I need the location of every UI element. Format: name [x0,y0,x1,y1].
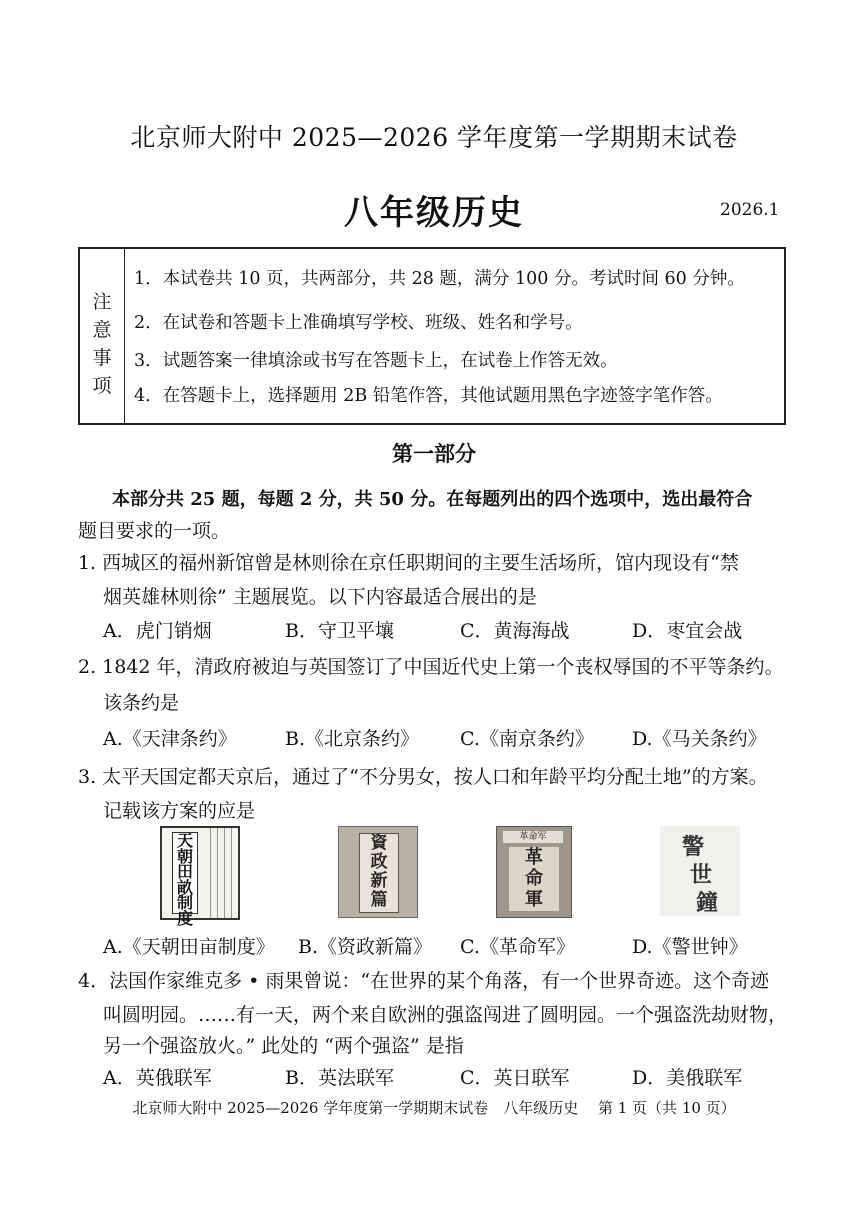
book-cover-icon: 資 政 新 篇 [338,826,418,918]
subject-title: 八年级历史 [344,193,524,233]
notice-heading-char: 项 [92,375,112,397]
notice-item: 4．在答题卡上，选择题用 2B 铅笔作答，其他试题用黑色字迹签字笔作答。 [134,386,723,406]
question-1-option-b: B．守卫平壤 [285,620,394,642]
question-2-option-a: A.《天津条约》 [103,728,237,750]
question-4-option-a: A．英俄联军 [103,1067,212,1089]
notice-heading-char: 事 [92,347,112,369]
notice-heading [80,249,125,423]
question-1-stem: 1. 西城区的福州新馆曾是林则徐在京任职期间的主要生活场所，馆内现设有“禁 [78,552,739,574]
notice-box [78,247,786,425]
notice-item: 1．本试卷共 10 页，共两部分，共 28 题，满分 100 分。考试时间 60 分钟。 [134,269,745,289]
notice-item: 2．在试卷和答题卡上准确填写学校、班级、姓名和学号。 [134,313,583,333]
question-1-option-d: D．枣宜会战 [632,620,743,642]
question-4-option-c: C．英日联军 [460,1067,570,1089]
question-3-stem: 3. 太平天国定都天京后，通过了“不分男女，按人口和年龄平均分配土地”的方案。 [78,766,768,788]
notice-item: 3．试题答案一律填涂或书写在答题卡上，在试卷上作答无效。 [134,351,618,371]
question-2-option-c: C.《南京条约》 [460,728,594,750]
page-footer: 北京师大附中 2025—2026 学年度第一学期期末试卷 八年级历史 第 1 页（共 10 页） [132,1099,736,1117]
question-1-option-a: A．虎门销烟 [103,620,212,642]
exam-date: 2026.1 [720,200,780,220]
question-1-option-c: C．黄海海战 [460,620,570,642]
question-2-stem: 2. 1842 年，清政府被迫与英国签订了中国近代史上第一个丧权辱国的不平等条约。 [78,656,784,678]
question-2-stem: 该条约是 [103,692,180,714]
question-4-option-d: D．美俄联军 [632,1067,743,1089]
notice-heading-char: 注 [92,291,112,313]
question-2-option-b: B.《北京条约》 [285,728,420,750]
question-3-option-c: C.《革命军》 [460,936,575,958]
question-4-stem: 叫圆明园。……有一天，两个来自欧洲的强盗闯进了圆明园。一个强盗洗劫财物， [103,1004,788,1026]
question-3-option-a: A.《天朝田亩制度》 [103,936,275,958]
exam-title: 北京师大附中 2025—2026 学年度第一学期期末试卷 [130,123,738,152]
question-3-stem: 记载该方案的应是 [103,800,256,822]
question-1-stem: 烟英雄林则徐” 主题展览。以下内容最适合展出的是 [103,586,537,608]
book-cover-icon: 警 世 鐘 [660,826,740,916]
question-4-stem: 另一个强盗放火。” 此处的 “两个强盗” 是指 [103,1035,464,1057]
question-2-option-d: D.《马关条约》 [632,728,767,750]
section-intro: 题目要求的一项。 [78,520,231,542]
section-title: 第一部分 [392,441,476,466]
question-4-stem: 4．法国作家维克多 • 雨果曾说：“在世界的某个角落，有一个世界奇迹。这个奇迹 [78,970,770,992]
question-3-option-b: B.《资政新篇》 [298,936,433,958]
book-cover-icon: 革命军 革 命 軍 [496,826,572,918]
question-4-option-b: B．英法联军 [285,1067,394,1089]
notice-heading-char: 意 [92,319,112,341]
question-3-option-d: D.《警世钟》 [632,936,748,958]
book-cover-icon: 天 朝 田 畝 制 度 [160,826,240,920]
section-intro: 本部分共 25 题，每题 2 分，共 50 分。在每题列出的四个选项中，选出最符合 [112,489,753,510]
